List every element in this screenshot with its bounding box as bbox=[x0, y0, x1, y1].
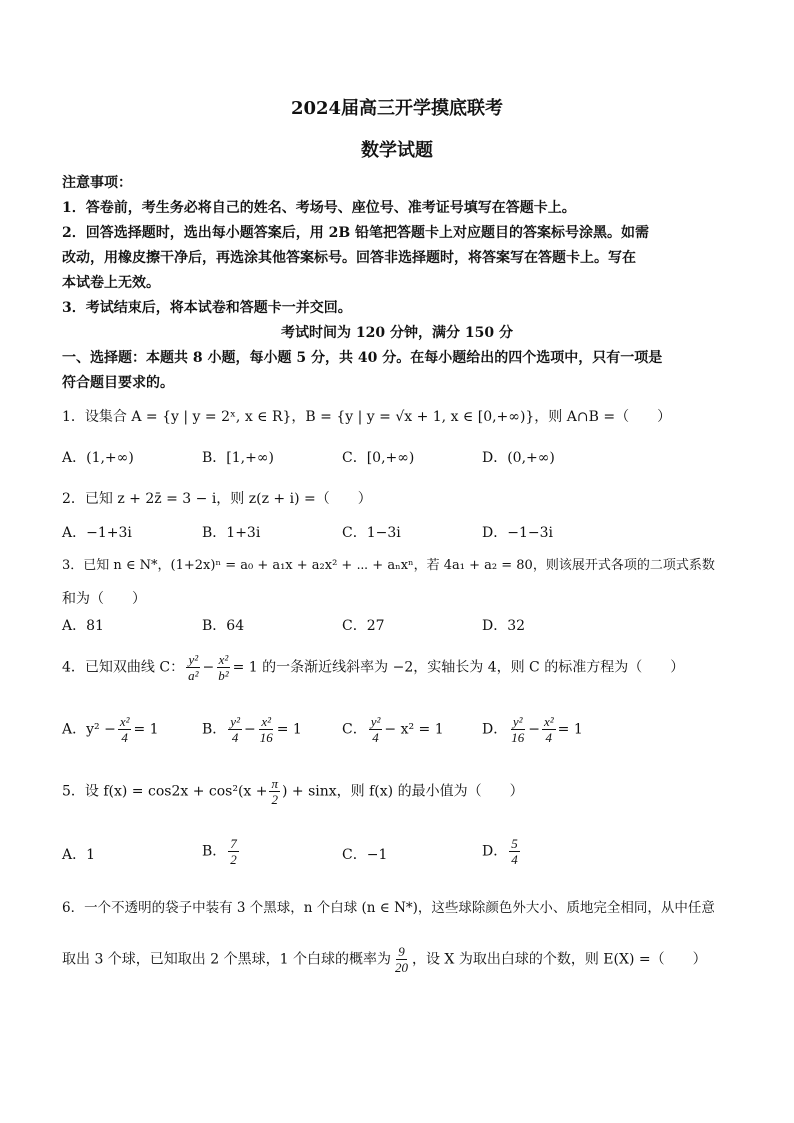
option-prefix: D． bbox=[482, 843, 508, 860]
section-1-heading-line-2: 符合题目要求的。 bbox=[62, 375, 174, 391]
question-2-option-d: D．−1−3i bbox=[482, 525, 553, 541]
fraction-numerator: 9 bbox=[398, 944, 405, 959]
question-2-option-a: A．−1+3i bbox=[62, 525, 132, 541]
fraction bbox=[186, 652, 200, 683]
question-4-option-b bbox=[202, 714, 302, 745]
fraction-denominator: 2 bbox=[230, 852, 237, 867]
fraction-denominator: a² bbox=[188, 668, 199, 683]
fraction-numerator: y² bbox=[230, 714, 240, 729]
fraction bbox=[228, 714, 242, 745]
question-3-stem-line-2: 和为（ ） bbox=[62, 591, 146, 607]
fraction-denominator: 2 bbox=[271, 792, 278, 807]
question-5-stem-post: ) + sinx，则 f(x) 的最小值为（ ） bbox=[282, 783, 524, 800]
exam-subject: 数学试题 bbox=[361, 140, 433, 161]
fraction-denominator: 4 bbox=[372, 730, 379, 745]
question-4-stem-post: = 1 的一条渐近线斜率为 −2，实轴长为 4，则 C 的标准方程为（ ） bbox=[232, 659, 685, 676]
fraction bbox=[269, 776, 280, 807]
fraction-numerator: x² bbox=[543, 714, 554, 729]
fraction-denominator: 16 bbox=[511, 730, 525, 745]
option-suffix: = 1 bbox=[276, 721, 302, 738]
fraction-denominator: 4 bbox=[545, 730, 553, 745]
option-prefix: B． bbox=[202, 721, 227, 738]
fraction bbox=[216, 652, 230, 683]
fraction bbox=[258, 714, 275, 745]
question-2-option-c: C．1−3i bbox=[342, 525, 401, 541]
time-info: 考试时间为 120 分钟，满分 150 分 bbox=[281, 325, 513, 341]
option-prefix: B． bbox=[202, 843, 227, 860]
question-1-option-c: C．[0,+∞) bbox=[342, 450, 415, 466]
question-5-option-a: A．1 bbox=[62, 847, 96, 863]
question-5-option-c: C．−1 bbox=[342, 847, 388, 863]
fraction-denominator: 16 bbox=[259, 730, 273, 745]
fraction-numerator: x² bbox=[119, 714, 130, 729]
question-4-stem bbox=[62, 652, 684, 683]
question-3-option-c: C．27 bbox=[342, 618, 385, 634]
note-item-1: 1．答卷前，考生务必将自己的姓名、考场号、座位号、准考证号填写在答题卡上。 bbox=[62, 200, 576, 216]
note-item-3: 3．考试结束后，将本试卷和答题卡一并交回。 bbox=[62, 300, 352, 316]
question-5-option-d bbox=[482, 836, 522, 867]
fraction-numerator: x² bbox=[261, 714, 272, 729]
question-3-option-a: A．81 bbox=[62, 618, 104, 634]
fraction-numerator: 7 bbox=[230, 836, 237, 851]
question-6-stem-line-2 bbox=[62, 944, 707, 975]
question-6-stem-pre: 取出 3 个球，已知取出 2 个黑球，1 个白球的概率为 bbox=[62, 951, 391, 968]
fraction-numerator: x² bbox=[218, 652, 229, 667]
note-item-2-line-1: 2．回答选择题时，选出每小题答案后，用 2B 铅笔把答题卡上对应题目的答案标号涂黑。如需 bbox=[62, 225, 650, 241]
fraction-denominator: 4 bbox=[231, 730, 239, 745]
question-1-option-a: A．(1,+∞) bbox=[62, 450, 134, 466]
question-3-stem-line-1: 3．已知 n ∈ N*，(1+2x)ⁿ = a₀ + a₁x + a₂x² + ⋯ + aₙxⁿ，若 4a₁ + a₂ = 80，则该展开式各项的二项式系数 bbox=[62, 558, 715, 573]
question-4-stem-pre: 4．已知双曲线 C： bbox=[62, 659, 185, 676]
question-1-option-b: B．[1,+∞) bbox=[202, 450, 274, 466]
fraction bbox=[118, 714, 132, 745]
section-1-heading-line-1: 一、选择题：本题共 8 小题，每小题 5 分，共 40 分。在每小题给出的四个选项中，只有一项是 bbox=[62, 350, 663, 366]
minus-sign: − bbox=[243, 721, 256, 738]
fraction bbox=[393, 944, 410, 975]
question-5-stem bbox=[62, 776, 524, 807]
exam-title: 2024届高三开学摸底联考 bbox=[290, 98, 504, 119]
fraction-denominator: b² bbox=[218, 668, 229, 683]
question-5-option-b bbox=[202, 836, 241, 867]
fraction-denominator: 20 bbox=[394, 960, 408, 975]
fraction bbox=[542, 714, 556, 745]
fraction-numerator: y² bbox=[188, 652, 199, 667]
fraction bbox=[509, 836, 520, 867]
note-item-2-line-3: 本试卷上无效。 bbox=[62, 275, 160, 291]
question-6-stem-post: ，设 X 为取出白球的个数，则 E(X) =（ ） bbox=[411, 951, 707, 968]
option-prefix: C． bbox=[342, 721, 367, 738]
question-1-stem: 1．设集合 A = {y | y = 2ˣ, x ∈ R}，B = {y | y = √x + 1, x ∈ [0,+∞)}，则 A∩B =（ ） bbox=[62, 409, 672, 425]
fraction-numerator: π bbox=[271, 776, 278, 791]
notes-heading: 注意事项： bbox=[62, 175, 132, 191]
question-5-stem-pre: 5．设 f(x) = cos2x + cos²(x + bbox=[62, 783, 268, 800]
option-suffix: − x² = 1 bbox=[384, 721, 444, 738]
question-1-option-d: D．(0,+∞) bbox=[482, 450, 555, 466]
fraction bbox=[509, 714, 526, 745]
question-4-option-a bbox=[62, 714, 159, 745]
fraction-denominator: 4 bbox=[121, 730, 128, 745]
fraction bbox=[369, 714, 383, 745]
option-suffix: = 1 bbox=[557, 721, 583, 738]
option-prefix: A．y² − bbox=[62, 721, 116, 738]
question-4-option-d bbox=[482, 714, 583, 745]
option-suffix: = 1 bbox=[133, 721, 159, 738]
fraction-numerator: y² bbox=[370, 714, 381, 729]
fraction-numerator: 5 bbox=[511, 836, 518, 851]
minus-sign: − bbox=[528, 721, 540, 738]
note-item-2-line-2: 改动，用橡皮擦干净后，再选涂其他答案标号。回答非选择题时，将答案写在答题卡上。写在 bbox=[62, 250, 636, 266]
minus-sign: − bbox=[202, 659, 215, 676]
question-6-stem-line-1: 6．一个不透明的袋子中装有 3 个黑球，n 个白球 (n ∈ N*)，这些球除颜色外大小、质地完全相同，从中任意 bbox=[62, 900, 715, 916]
fraction-denominator: 4 bbox=[511, 852, 518, 867]
question-2-stem: 2．已知 z + 2z̄ = 3 − i，则 z(z + i) =（ ） bbox=[62, 491, 372, 507]
question-2-option-b: B．1+3i bbox=[202, 525, 261, 541]
question-4-option-c bbox=[342, 714, 444, 745]
question-3-option-b: B．64 bbox=[202, 618, 245, 634]
fraction bbox=[228, 836, 239, 867]
fraction-numerator: y² bbox=[512, 714, 523, 729]
option-prefix: D． bbox=[482, 721, 508, 738]
question-3-option-d: D．32 bbox=[482, 618, 526, 634]
